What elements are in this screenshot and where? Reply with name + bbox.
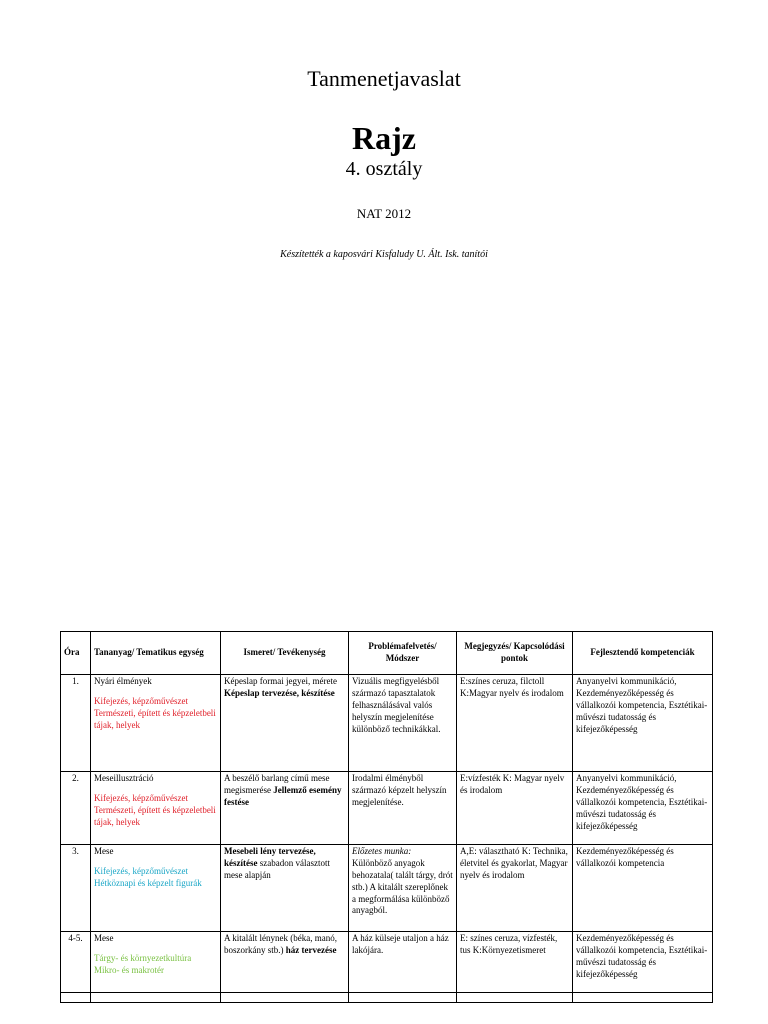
grade-heading: 4. osztály (345, 158, 423, 180)
competencies-cell: Kezdeményezőképesség és vállalkozói kompetencia (573, 845, 713, 932)
notes-cell: E:színes ceruza, filctoll K:Magyar nyelv és irodalom (457, 675, 573, 772)
header-ora: Óra (61, 632, 91, 675)
table-row (61, 845, 713, 932)
topic-cell (91, 675, 221, 772)
curriculum-plan-table (60, 631, 713, 1003)
activity-bold: ház tervezése (285, 944, 337, 955)
notes-cell: E:vízfesték K: Magyar nyelv és irodalom (457, 772, 573, 845)
topic-cell (91, 845, 221, 932)
lesson-number: 3. (61, 845, 91, 932)
header-megjegyzes: Megjegyzés/ Kapcsolódási pontok (457, 632, 573, 675)
topic-cell (91, 772, 221, 845)
empty-cell (91, 993, 221, 1003)
lesson-number: 1. (61, 675, 91, 772)
activity-cell (221, 845, 349, 932)
authors-line: Készítették a kaposvári Kisfaludy U. Ált. Isk. tanítói (280, 249, 488, 260)
competencies-cell: Kezdeményezőképesség és vállalkozói kompetencia, Esztétikai-művészi tudatosság és kifejezőképesség (573, 932, 713, 993)
activity-cell (221, 772, 349, 845)
topic-cell (91, 932, 221, 993)
theme-text: Tárgy- és környezetkultúra Mikro- és makrotér (94, 952, 192, 975)
competencies-cell: Anyanyelvi kommunikáció, Kezdeményezőképesség és vállalkozói kompetencia, Esztétikai-művészi tudatosság és kifejezőképesség (573, 675, 713, 772)
empty-cell (61, 993, 91, 1003)
method-cell: A ház külseje utaljon a ház lakójára. (349, 932, 457, 993)
topic-title: Mese (94, 846, 114, 856)
activity-text: A kitalált lénynek (béka, manó, boszorkány stb.) (224, 933, 337, 955)
header-fejlesztendo: Fejlesztendő kompetenciák (573, 632, 713, 675)
theme-text: Kifejezés, képzőművészet Természeti, épített és képzeletbeli tájak, helyek (94, 792, 216, 827)
notes-cell: E: színes ceruza, vízfesték, tus K:Környezetismeret (457, 932, 573, 993)
method-cell (349, 845, 457, 932)
empty-cell (457, 993, 573, 1003)
document-title: Tanmenetjavaslat (307, 66, 461, 91)
topic-title: Nyári élmények (94, 676, 152, 686)
theme-text: Kifejezés, képzőművészet Hétköznapi és képzelt figurák (94, 865, 202, 888)
activity-bold: Jellemző esemény festése (224, 784, 342, 807)
activity-cell (221, 932, 349, 993)
empty-cell (221, 993, 349, 1003)
lesson-number: 4-5. (61, 932, 91, 993)
header-tananyag: Tananyag/ Tematikus egység (91, 632, 221, 675)
topic-title: Meseillusztráció (94, 773, 154, 783)
activity-cell (221, 675, 349, 772)
method-cell: Vizuális megfigyelésből származó tapasztalatok felhasználásával valós helyszín megjelenítése különböző technikákkal. (349, 675, 457, 772)
header-ismeret: Ismeret/ Tevékenység (221, 632, 349, 675)
table-row (61, 772, 713, 845)
table-row (61, 932, 713, 993)
empty-cell (349, 993, 457, 1003)
activity-bold: Mesebeli lény tervezése, készítése (224, 846, 316, 868)
activity-text: szabadon választott mese alapján (224, 857, 330, 880)
method-text: Különböző anyagok behozatala( talált tárgy, drót stb.) A kitalált szereplőnek a megformálása különböző anyagból. (352, 857, 453, 916)
activity-text: Képeslap formai jegyei, mérete (224, 676, 337, 686)
activity-text: A beszélő barlang című mese megismerése (224, 773, 330, 795)
topic-title: Mese (94, 933, 114, 943)
table-row-empty (61, 993, 713, 1003)
activity-bold: Képeslap tervezése, készítése (224, 687, 335, 698)
competencies-cell: Anyanyelvi kommunikáció, Kezdeményezőképesség és vállalkozói kompetencia, Esztétikai-művészi tudatosság és kifejezőképesség (573, 772, 713, 845)
lesson-number: 2. (61, 772, 91, 845)
method-italic: Előzetes munka: (352, 846, 412, 856)
curriculum-label: NAT 2012 (356, 206, 412, 221)
method-cell: Irodalmi élményből származó képzelt helyszín megjelenítése. (349, 772, 457, 845)
table-row (61, 675, 713, 772)
table-header-row (61, 632, 713, 675)
empty-cell (573, 993, 713, 1003)
theme-text: Kifejezés, képzőművészet Természeti, épített és képzeletbeli tájak, helyek (94, 695, 216, 730)
header-problema: Problémafelvetés/ Módszer (349, 632, 457, 675)
subject-heading: Rajz (352, 120, 416, 156)
notes-cell: A,E: választható K: Technika, életvitel és gyakorlat, Magyar nyelv és irodalom (457, 845, 573, 932)
